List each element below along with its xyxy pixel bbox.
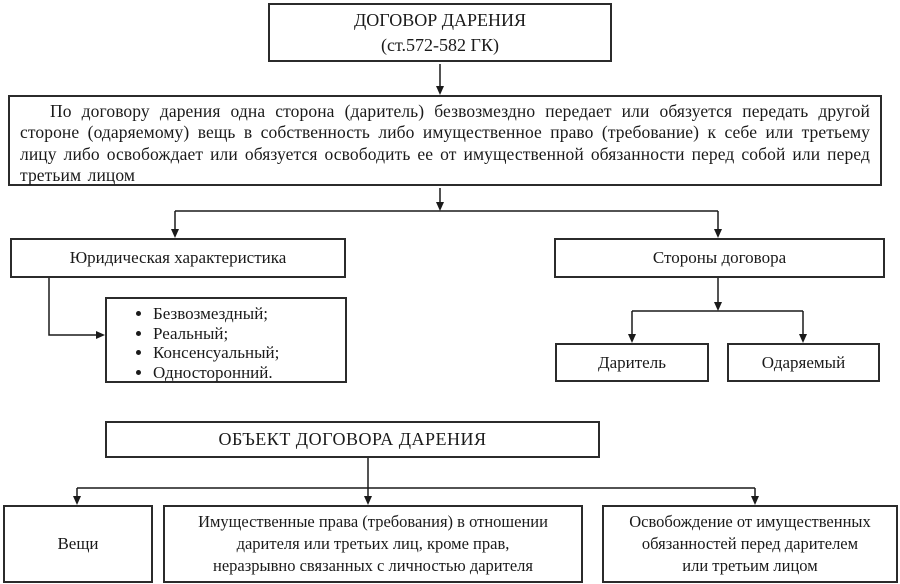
parties-label: Стороны договора [652,248,787,267]
legal-characteristics-label: Юридическая характеристика [69,248,287,267]
feature-item: • Односторонний. [153,363,345,383]
object-title-label: ОБЪЕКТ ДОГОВОРА ДАРЕНИЯ [218,429,487,449]
features-list-box [105,297,347,383]
release-obligations-box [602,505,898,583]
title-line-1: ДОГОВОР ДАРЕНИЯ [353,9,527,30]
features-list [107,304,345,382]
release-obligations-line: или третьим лицом [682,556,818,575]
donee-box [727,343,880,382]
donor-label: Даритель [598,352,666,372]
property-rights-line: неразрывно связанных с личностью дарителя [213,556,533,575]
feature-item: • Консенсуальный; [153,343,345,363]
donee-label: Одаряемый [761,352,846,372]
property-rights-line: дарителя или третьих лиц, кроме прав, [236,534,510,553]
release-obligations-line: Освобождение от имущественных [629,512,871,531]
title-box [268,3,612,62]
definition-text: По договору дарения одна сторона (даритель) безвозмездно передает или обязуется передать другой стороне (одаряемому) вещь в собственность либо имущественное право (требование) к себе или третьему лицу либо освобождает или обязуется освободить ее от имущественной обязанности перед собой или перед третьим лицом [20,101,870,185]
title-line-2: (ст.572-582 ГК) [381,34,499,55]
property-rights-box [163,505,583,583]
feature-item: • Реальный; [153,324,345,344]
object-title-box [105,421,600,458]
definition-box [8,95,882,186]
things-label: Вещи [57,534,99,553]
donor-box [555,343,709,382]
things-box [3,505,153,583]
legal-characteristics-box [10,238,346,278]
feature-item: • Безвозмездный; [153,304,345,324]
arrow-legal-to-features [49,278,97,335]
release-obligations-line: обязанностей перед дарителем [641,534,859,553]
property-rights-line: Имущественные права (требования) в отношении [198,512,548,531]
parties-box [554,238,885,278]
